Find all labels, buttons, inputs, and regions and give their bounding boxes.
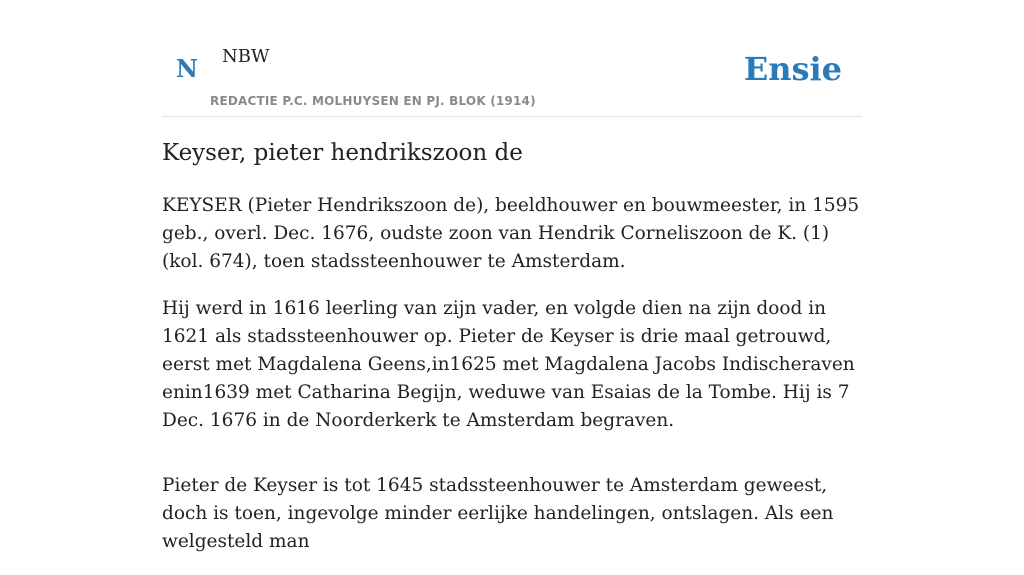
page-title: Keyser, pieter hendrikszoon de [162, 140, 523, 166]
source-subtitle: REDACTIE P.C. MOLHUYSEN EN PJ. BLOK (1914) [210, 94, 536, 108]
source-logo-icon[interactable]: N [176, 54, 198, 83]
article-paragraph: Hij werd in 1616 leerling van zijn vader, en volgde dien na zijn dood in 1621 als stadssteenhouwer op. Pieter de Keyser is drie maal getrouwd, eerst met Magdalena Geens,in1625 met Magdalena Jacobs Indischeraven enin1639 met Catharina Begijn, weduwe van Esaias de la Tombe. Hij is 7 Dec. 1676 in de Noorderkerk te Amsterdam begraven. [162, 298, 855, 431]
article-body [162, 192, 862, 575]
brand-logo[interactable]: Ensie [743, 50, 842, 88]
article-paragraph: KEYSER (Pieter Hendrikszoon de), beeldhouwer en bouwmeester, in 1595 geb., overl. Dec. 1676, oudste zoon van Hendrik Corneliszoon de K. (1) (kol. 674), toen stadssteenhouwer te Amsterdam. [162, 195, 860, 272]
site-header [162, 0, 862, 117]
source-name[interactable]: NBW [222, 46, 270, 67]
article-paragraph: Pieter de Keyser is tot 1645 stadssteenhouwer te Amsterdam geweest, doch is toen, ingevolge minder eerlijke handelingen, ontslagen. Als een welgesteld man [162, 475, 834, 552]
